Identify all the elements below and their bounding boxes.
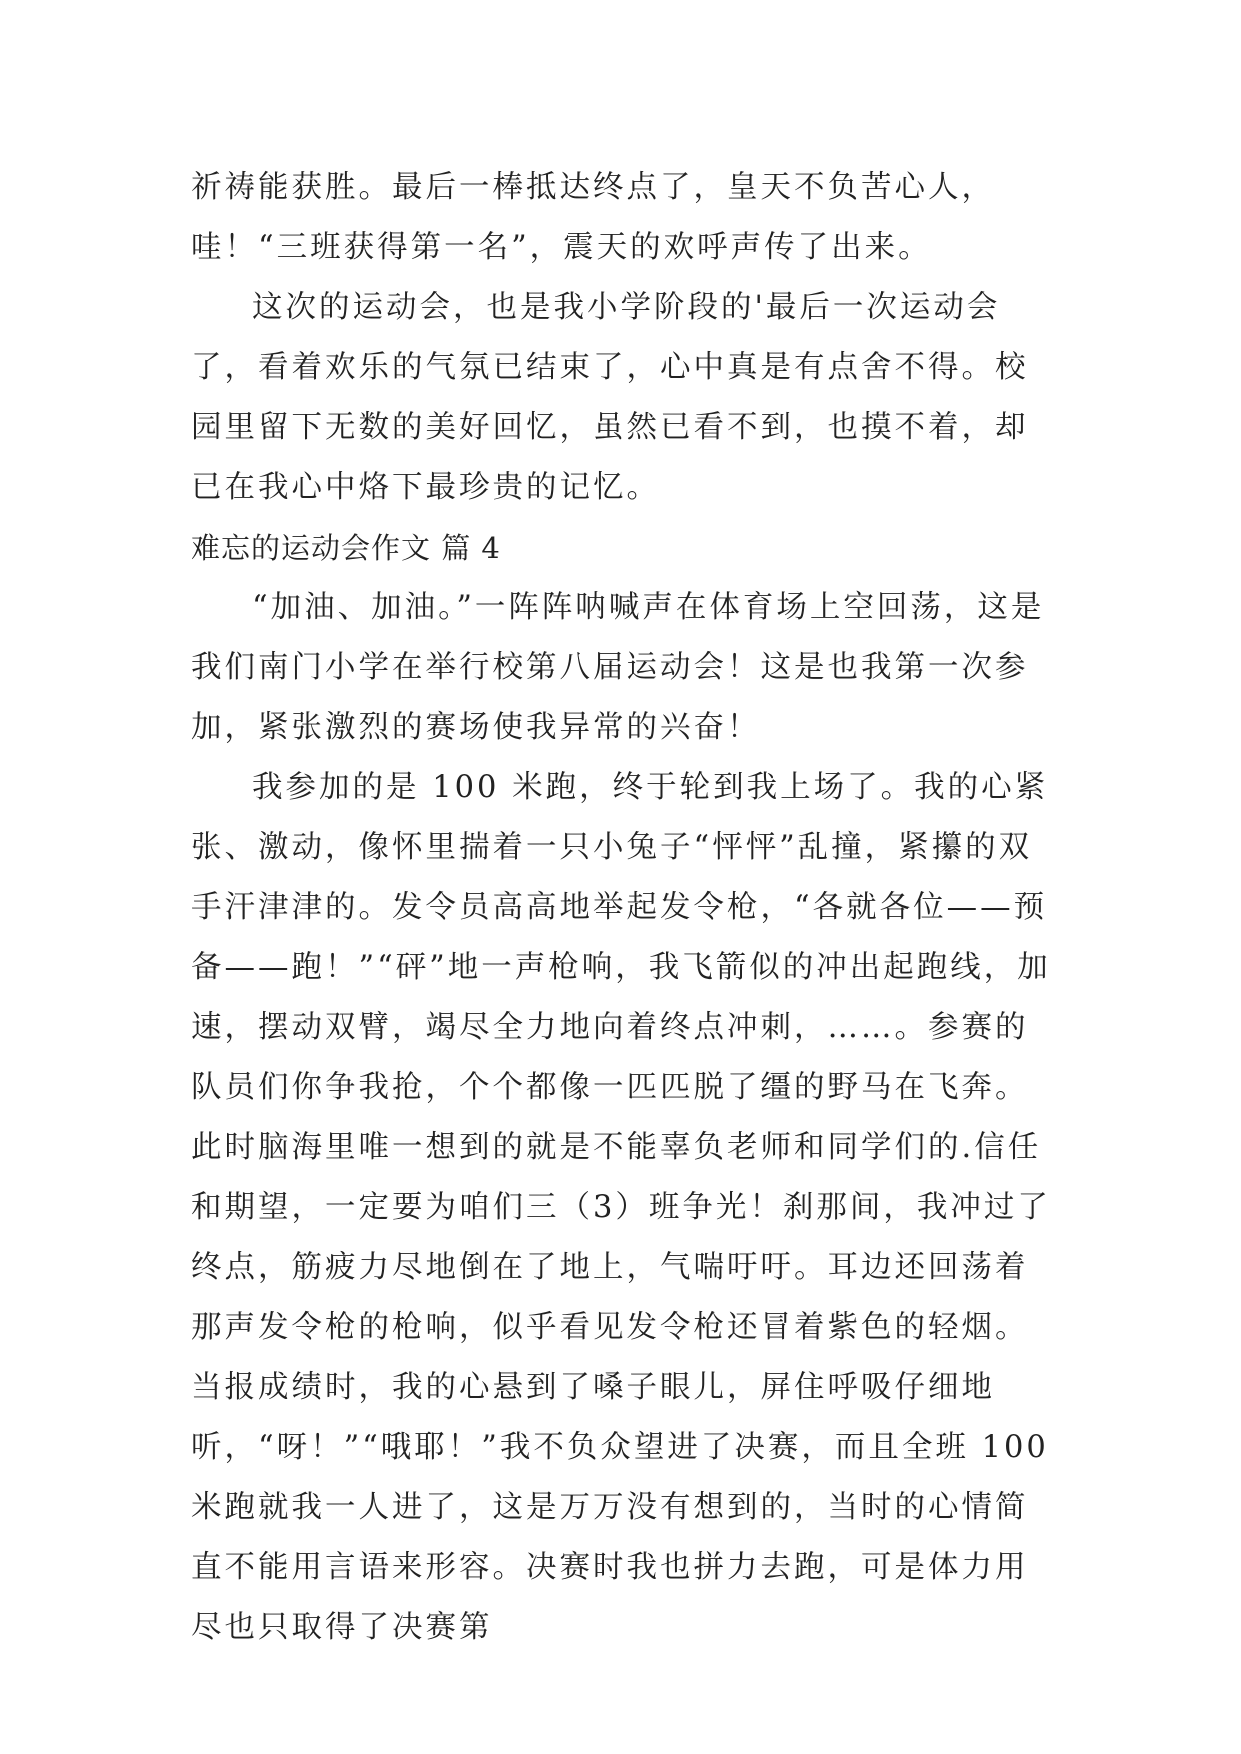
- section-heading: 难忘的运动会作文 篇 4: [191, 531, 501, 565]
- paragraph: 我参加的是 100 米跑，终于轮到我上场了。我的心紧张、激动，像怀里揣着一只小兔子“怦怦”乱撞，紧攥的双手汗津津的。发令员高高地举起发令枪，“各就各位——预备——跑！”“砰”地一声枪响，我飞箭似的冲出起跑线，加速，摆动双臂，竭尽全力地向着终点冲刺，……。参赛的队员们你争我抢，个个都像一匹匹脱了缰的野马在飞奔。此时脑海里唯一想到的就是不能辜负老师和同学们的.信任和期望，一定要为咱们三（3）班争光！刹那间，我冲过了终点，筋疲力尽地倒在了地上，气喘吁吁。耳边还回荡着那声发令枪的枪响，似乎看见发令枪还冒着紫色的轻烟。当报成绩时，我的心悬到了嗓子眼儿，屏住呼吸仔细地听，“呀！”“哦耶！”我不负众望进了决赛，而且全班 100 米跑就我一人进了，这是万万没有想到的，当时的心情简直不能用言语来形容。决赛时我也拼力去跑，可是体力用尽也只取得了决赛第: [191, 770, 1051, 1645]
- paragraph: 这次的运动会，也是我小学阶段的'最后一次运动会了，看着欢乐的气氛已结束了，心中真是有点舍不得。校园里留下无数的美好回忆，虽然已看不到，也摸不着，却已在我心中烙下最珍贵的记忆。: [191, 290, 1029, 505]
- paragraph-continuation: 祈祷能获胜。最后一棒抵达终点了，皇天不负苦心人，哇！“三班获得第一名”，震天的欢呼声传了出来。: [191, 170, 995, 265]
- paragraph: “加油、加油。”一阵阵呐喊声在体育场上空回荡，这是我们南门小学在举行校第八届运动会！这是也我第一次参加，紧张激烈的赛场使我异常的兴奋！: [191, 590, 1045, 745]
- document-body: [191, 158, 1061, 1658]
